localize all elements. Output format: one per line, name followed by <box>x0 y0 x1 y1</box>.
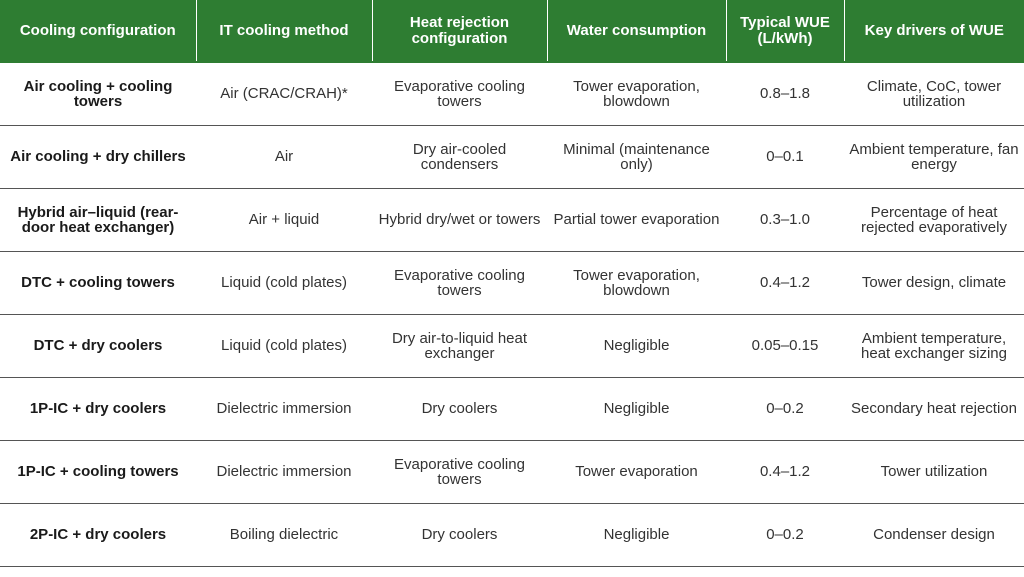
table-row <box>0 503 1024 566</box>
cell-key-drivers: Ambient temperature, fan energy <box>844 125 1024 188</box>
cell-heat-rejection: Dry coolers <box>372 377 547 440</box>
cell-cooling-configuration: Air cooling + dry chillers <box>0 125 196 188</box>
cell-cooling-configuration: DTC + cooling towers <box>0 251 196 314</box>
cell-it-cooling-method: Liquid (cold plates) <box>196 314 372 377</box>
header-typical-wue: Typical WUE (L/kWh) <box>726 0 844 62</box>
cell-cooling-configuration: DTC + dry coolers <box>0 314 196 377</box>
cell-key-drivers: Tower utilization <box>844 440 1024 503</box>
cell-typical-wue: 0.8–1.8 <box>726 62 844 125</box>
cell-it-cooling-method: Dielectric immersion <box>196 377 372 440</box>
cell-water-consumption: Tower evaporation, blowdown <box>547 62 726 125</box>
cell-it-cooling-method: Air <box>196 125 372 188</box>
cell-cooling-configuration: 2P-IC + dry coolers <box>0 503 196 566</box>
cell-key-drivers: Tower design, climate <box>844 251 1024 314</box>
cell-it-cooling-method: Liquid (cold plates) <box>196 251 372 314</box>
cell-cooling-configuration: Hybrid air–liquid (rear-door heat exchanger) <box>0 188 196 251</box>
cell-key-drivers: Ambient temperature, heat exchanger sizing <box>844 314 1024 377</box>
cell-typical-wue: 0.05–0.15 <box>726 314 844 377</box>
table-row <box>0 377 1024 440</box>
cell-heat-rejection: Dry coolers <box>372 503 547 566</box>
table-row <box>0 188 1024 251</box>
cell-typical-wue: 0.4–1.2 <box>726 440 844 503</box>
cell-heat-rejection: Dry air-to-liquid heat exchanger <box>372 314 547 377</box>
cell-cooling-configuration: 1P-IC + dry coolers <box>0 377 196 440</box>
cell-typical-wue: 0–0.2 <box>726 377 844 440</box>
header-it-cooling-method: IT cooling method <box>196 0 372 62</box>
table-row <box>0 314 1024 377</box>
header-water-consumption: Water consumption <box>547 0 726 62</box>
cell-cooling-configuration: Air cooling + cooling towers <box>0 62 196 125</box>
cell-water-consumption: Tower evaporation <box>547 440 726 503</box>
cell-key-drivers: Condenser design <box>844 503 1024 566</box>
header-heat-rejection-configuration: Heat rejection configuration <box>372 0 547 62</box>
cell-water-consumption: Negligible <box>547 503 726 566</box>
header-key-drivers: Key drivers of WUE <box>844 0 1024 62</box>
table-header-row <box>0 0 1024 62</box>
cell-heat-rejection: Evaporative cooling towers <box>372 62 547 125</box>
header-cooling-configuration: Cooling configuration <box>0 0 196 62</box>
cell-typical-wue: 0.4–1.2 <box>726 251 844 314</box>
cell-typical-wue: 0–0.2 <box>726 503 844 566</box>
cell-typical-wue: 0.3–1.0 <box>726 188 844 251</box>
table-row <box>0 125 1024 188</box>
cell-water-consumption: Negligible <box>547 314 726 377</box>
cell-heat-rejection: Evaporative cooling towers <box>372 440 547 503</box>
cell-heat-rejection: Dry air-cooled condensers <box>372 125 547 188</box>
cell-heat-rejection: Hybrid dry/wet or towers <box>372 188 547 251</box>
table-row <box>0 251 1024 314</box>
table-row <box>0 440 1024 503</box>
cell-it-cooling-method: Air + liquid <box>196 188 372 251</box>
cell-water-consumption: Partial tower evaporation <box>547 188 726 251</box>
cell-heat-rejection: Evaporative cooling towers <box>372 251 547 314</box>
cell-it-cooling-method: Air (CRAC/CRAH)* <box>196 62 372 125</box>
cell-water-consumption: Minimal (maintenance only) <box>547 125 726 188</box>
cell-water-consumption: Negligible <box>547 377 726 440</box>
cell-key-drivers: Secondary heat rejection <box>844 377 1024 440</box>
table-row <box>0 62 1024 125</box>
cell-key-drivers: Climate, CoC, tower utilization <box>844 62 1024 125</box>
cell-it-cooling-method: Dielectric immersion <box>196 440 372 503</box>
cell-water-consumption: Tower evaporation, blowdown <box>547 251 726 314</box>
cell-key-drivers: Percentage of heat rejected evaporatively <box>844 188 1024 251</box>
cell-cooling-configuration: 1P-IC + cooling towers <box>0 440 196 503</box>
cell-typical-wue: 0–0.1 <box>726 125 844 188</box>
cell-it-cooling-method: Boiling dielectric <box>196 503 372 566</box>
